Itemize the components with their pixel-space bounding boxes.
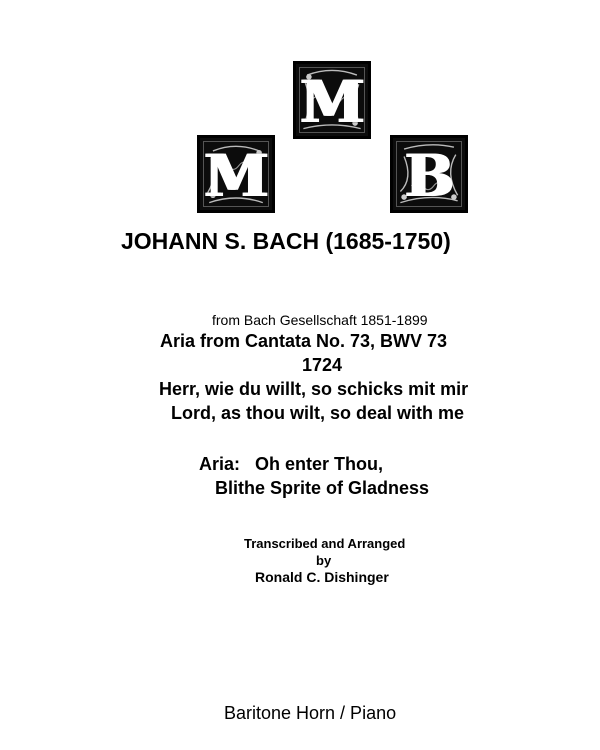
english-title: Lord, as thou wilt, so deal with me — [171, 403, 465, 423]
arranger-name: Ronald C. Dishinger — [255, 569, 389, 585]
composer-heading: JOHANN S. BACH (1685-1750) — [121, 228, 451, 254]
work-line: Aria from Cantata No. 73, BWV 73 — [160, 331, 448, 351]
logo-letter-right: B — [404, 142, 454, 210]
credits-line-2: by — [316, 553, 332, 568]
source-line: from Bach Gesellschaft 1851-1899 — [212, 312, 428, 328]
logo-block-center — [293, 61, 371, 139]
aria-line-2: Blithe Sprite of Gladness — [215, 478, 430, 498]
work-year: 1724 — [302, 355, 343, 375]
german-title: Herr, wie du willt, so schicks mit mir — [159, 379, 469, 399]
logo-block-left — [197, 135, 275, 213]
logo-block-right — [390, 135, 468, 213]
aria-line-1: Aria: Oh enter Thou, — [199, 454, 384, 474]
logo-letter-left: M — [203, 142, 269, 210]
instrumentation: Baritone Horn / Piano — [224, 703, 397, 723]
logo-letter-center: M — [299, 68, 365, 136]
credits-line-1: Transcribed and Arranged — [244, 536, 406, 551]
